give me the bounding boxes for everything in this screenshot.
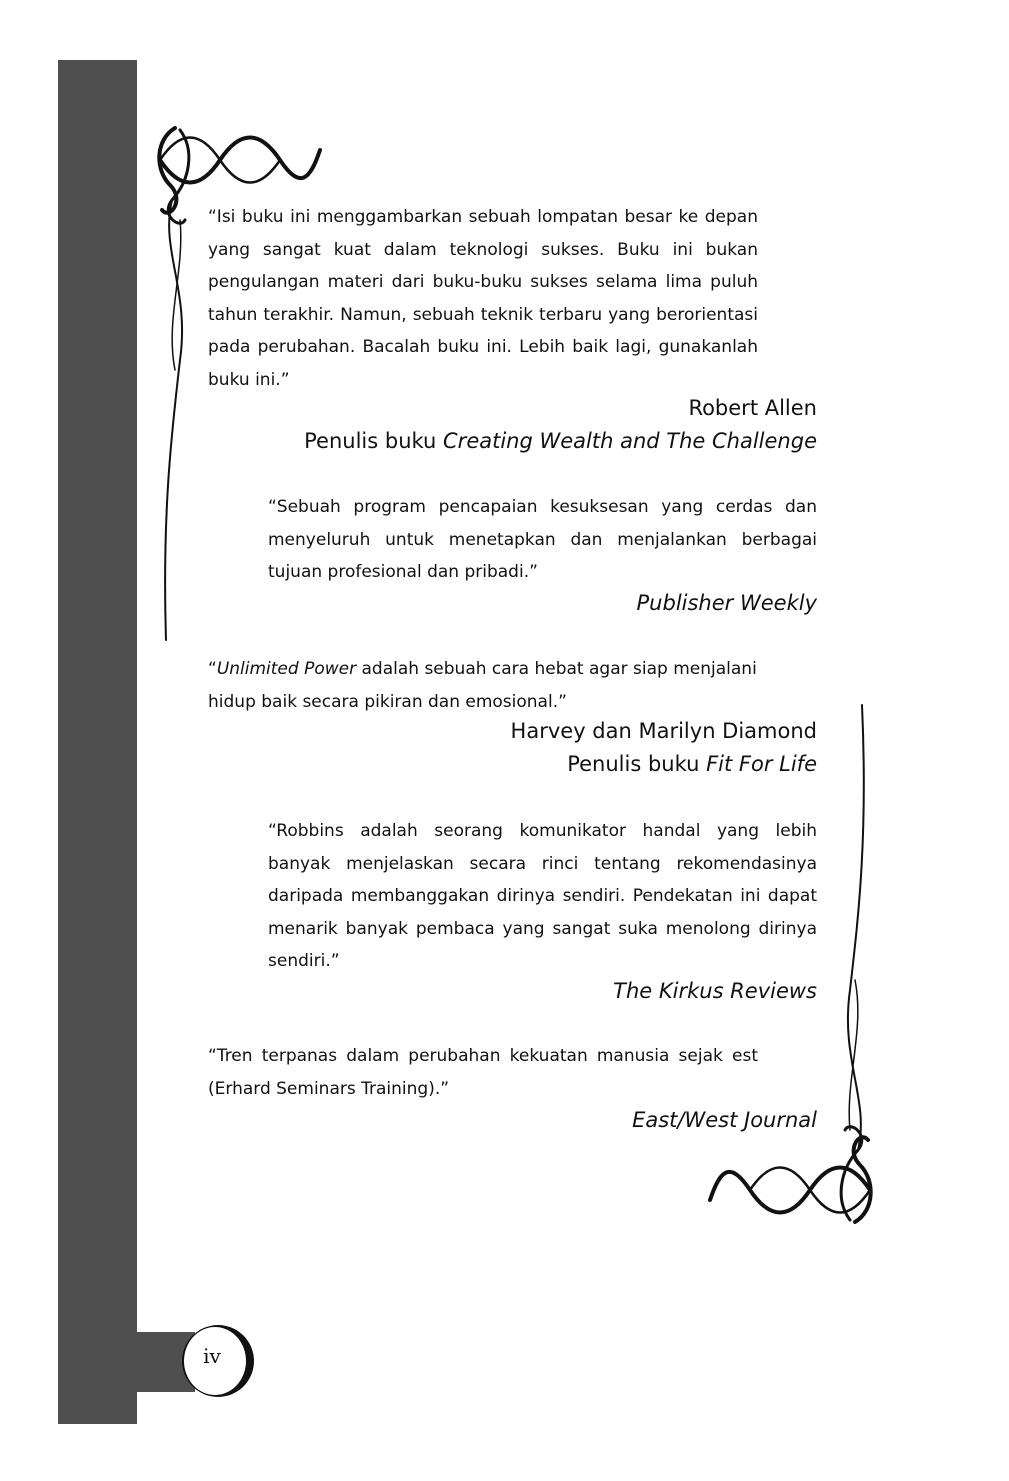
sidebar-band [58, 60, 137, 1424]
quote-kirkus-reviews: “Robbins adalah seorang komunikator handal yang lebih banyak menjelaskan secara rinci tentang rekomendasinya daripada membanggakan dirinya sendiri. Pendekatan ini dapat menarik banyak pembaca yang sangat suka menolong dirinya sendiri.” [268, 821, 817, 971]
author-role-robert-allen: Penulis buku Creating Wealth and The Challenge [304, 429, 817, 453]
author-harvey-marilyn-diamond: Harvey dan Marilyn Diamond [510, 719, 817, 743]
quote-unlimited-power: “Unlimited Power adalah sebuah cara hebat agar siap menjalani hidup baik secara pikiran dan emosional.” [208, 659, 757, 712]
source-publisher-weekly: Publisher Weekly [636, 591, 817, 615]
page-number: iv [203, 1344, 221, 1368]
author-role-harvey-marilyn-diamond: Penulis buku Fit For Life [567, 752, 817, 776]
source-east-west-journal: East/West Journal [632, 1108, 817, 1132]
quote-east-west-journal: “Tren terpanas dalam perubahan kekuatan manusia sejak est (Erhard Seminars Training).” [208, 1046, 758, 1099]
quote-robert-allen: “Isi buku ini menggambarkan sebuah lompatan besar ke depan yang sangat kuat dalam teknologi sukses. Buku ini bukan pengulangan materi dari buku-buku sukses selama lima puluh tahun terakhir. Namun, sebuah teknik terbaru yang berorientasi pada perubahan. Bacalah buku ini. Lebih baik lagi, gunakanlah buku ini.” [208, 207, 758, 390]
author-robert-allen: Robert Allen [688, 396, 817, 420]
source-kirkus-reviews: The Kirkus Reviews [613, 979, 817, 1003]
quote-publisher-weekly: “Sebuah program pencapaian kesuksesan yang cerdas dan menyeluruh untuk menetapkan dan menjalankan berbagai tujuan profesional dan pribadi.” [268, 497, 817, 582]
